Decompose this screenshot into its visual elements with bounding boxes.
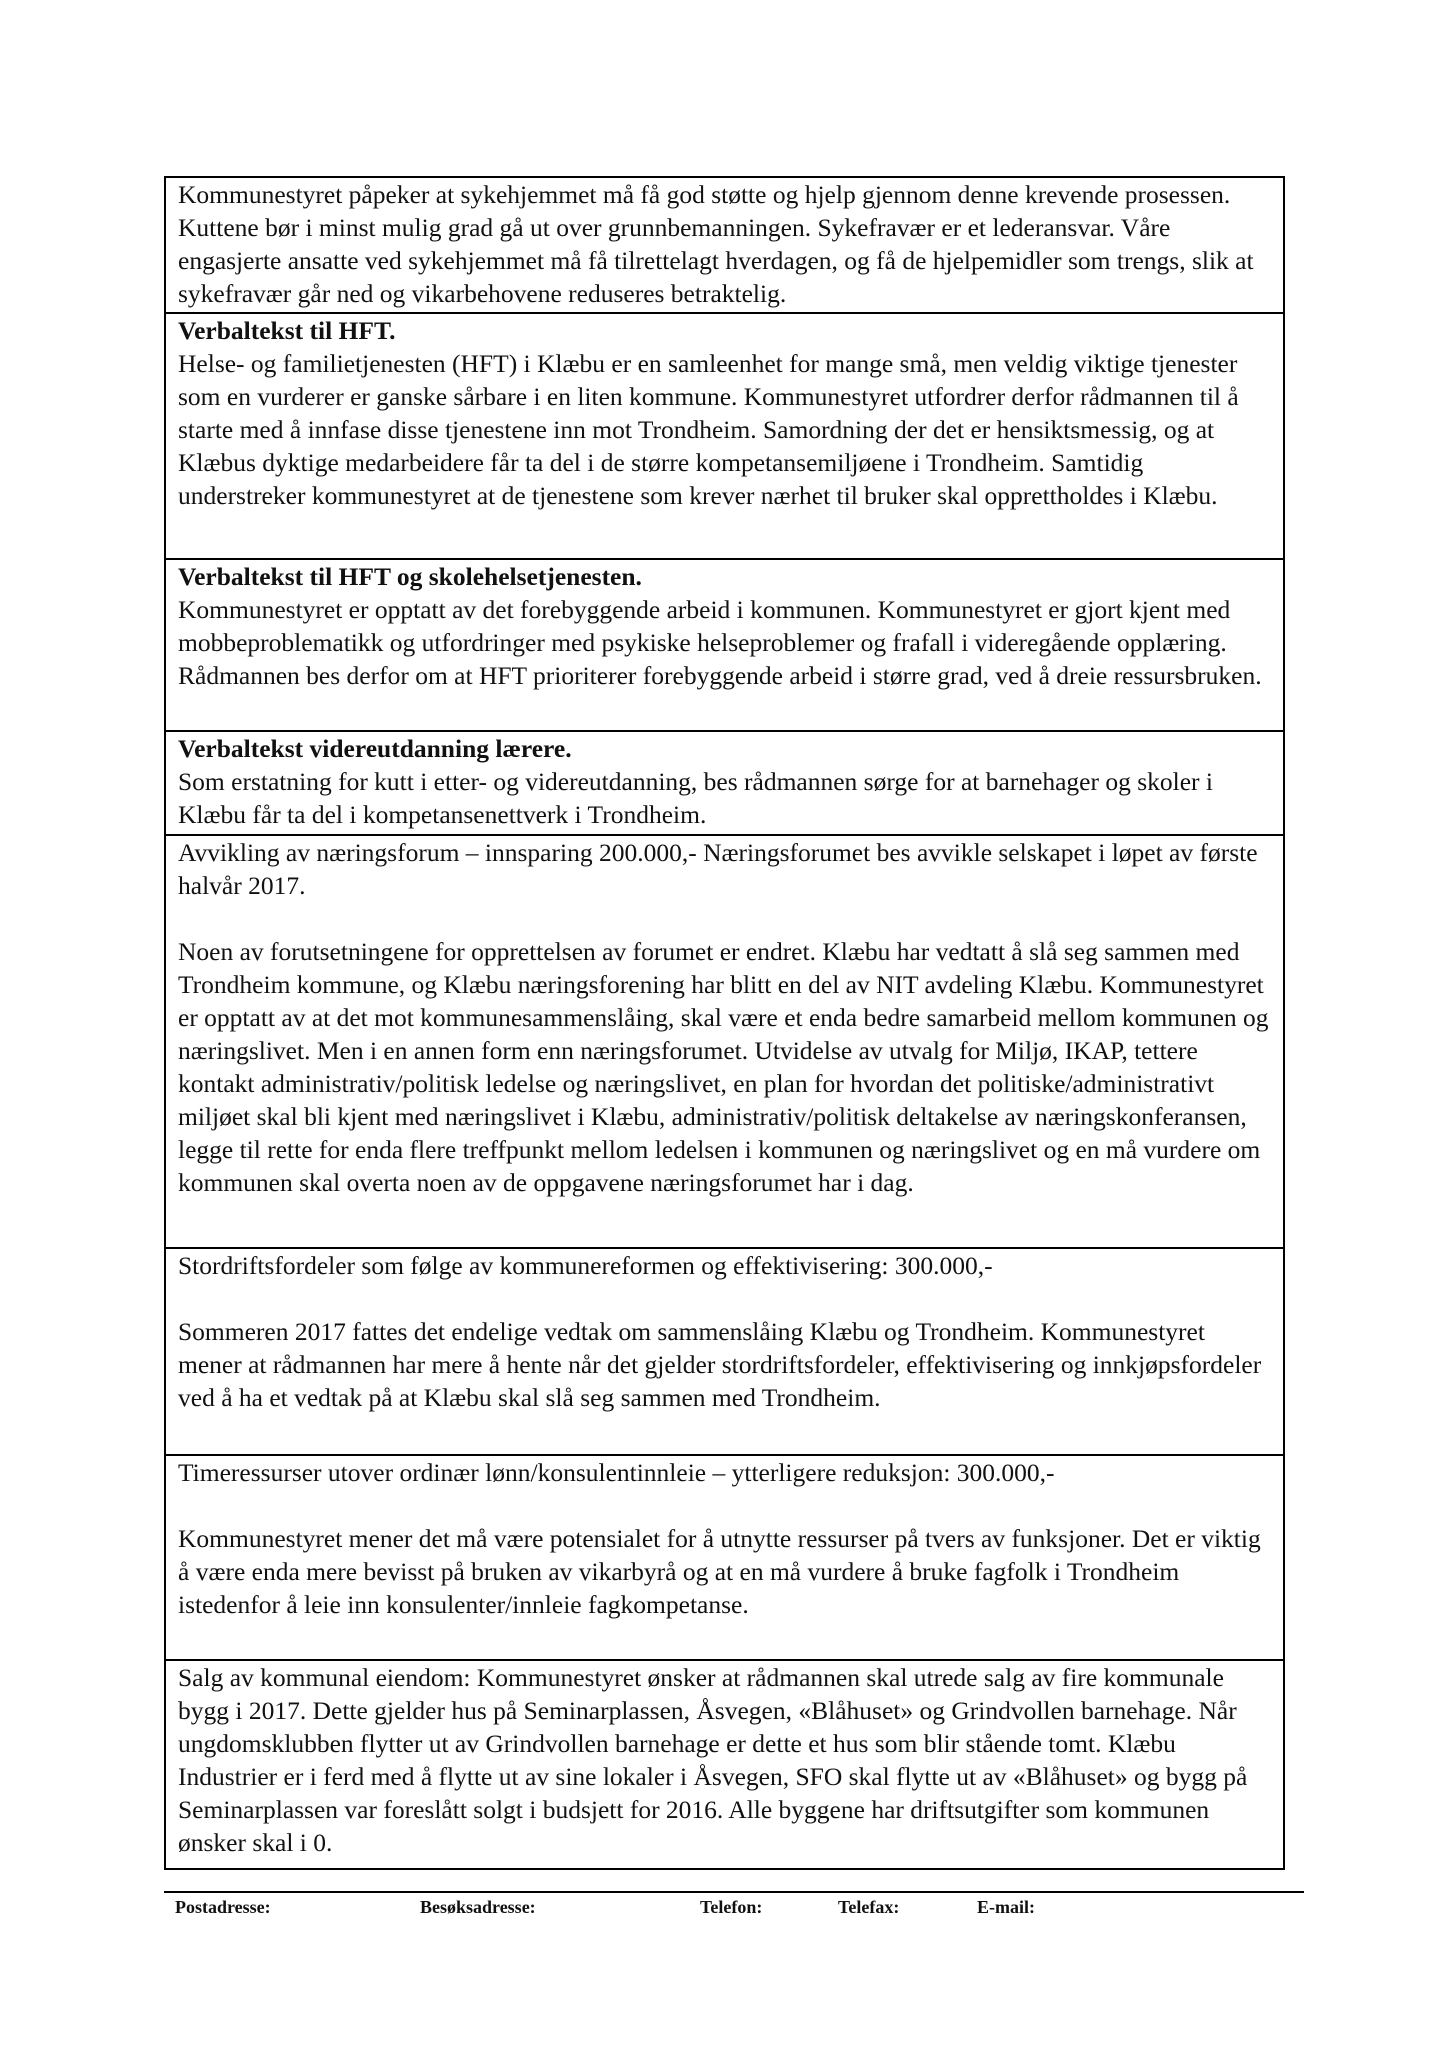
- section-timeressurser: [166, 1456, 1283, 1661]
- section-verbaltekst-hft: [166, 314, 1283, 560]
- paragraph: Sommeren 2017 fattes det endelige vedtak om sammenslåing Klæbu og Trondheim. Kommunestyret mener at rådmannen har mere å hente når det gjelder stordriftsfordeler, effektivisering og innkjøpsfordeler ved å ha et vedtak på at Klæbu skal slå seg sammen med Trondheim.: [178, 1317, 1262, 1412]
- document-table: [164, 176, 1285, 1870]
- footer-email: E-mail:: [977, 1897, 1035, 1917]
- paragraph: Som erstatning for kutt i etter- og videreutdanning, bes rådmannen sørge for at barnehager og skoler i Klæbu får ta del i kompetansenettverk i Trondheim.: [178, 767, 1214, 829]
- footer-telefon: Telefon:: [700, 1897, 763, 1917]
- section-sykehjem: [166, 178, 1283, 314]
- page-footer: [0, 1897, 1448, 1925]
- paragraph: Kommunestyret påpeker at sykehjemmet må få god støtte og hjelp gjennom denne krevende prosessen. Kuttene bør i minst mulig grad gå ut over grunnbemanningen. Sykefravær er et lederansvar. Våre engasjerte ansatte ved sykehjemmet må få tilrettelagt hverdagen, og få de hjelpemidler som trengs, slik at sykefravær går ned og vikarbehovene reduseres betraktelig.: [178, 180, 1254, 308]
- paragraph-gap: [178, 902, 1273, 935]
- paragraph: Salg av kommunal eiendom: Kommunestyret ønsker at rådmannen skal utrede salg av fire kommunale bygg i 2017. Dette gjelder hus på Seminarplassen, Åsvegen, «Blåhuset» og Grindvollen barnehage. Når ungdomsklubben flytter ut av Grindvollen barnehage er dette et hus som blir stående tomt. Klæbu Industrier er i ferd med å flytte ut av sine lokaler i Åsvegen, SFO skal flytte ut av «Blåhuset» og bygg på Seminarplassen var foreslått solgt i budsjett for 2016. Alle byggene har driftsutgifter som kommunen ønsker skal i 0.: [178, 1663, 1248, 1857]
- paragraph: Noen av forutsetningene for opprettelsen av forumet er endret. Klæbu har vedtatt å slå seg sammen med Trondheim kommune, og Klæbu næringsforening har blitt en del av NIT avdeling Klæbu. Kommunestyret er opptatt av at det mot kommunesammenslåing, skal være et enda bedre samarbeid mellom kommunen og næringslivet. Men i en annen form enn næringsforumet. Utvidelse av utvalg for Miljø, IKAP, tettere kontakt administrativ/politisk ledelse og næringslivet, en plan for hvordan det politiske/administrativt miljøet skal bli kjent med næringslivet i Klæbu, administrativ/politisk deltakelse av næringskonferansen, legge til rette for enda flere treffpunkt mellom ledelsen i kommunen og næringslivet og en må vurdere om kommunen skal overta noen av de oppgavene næringsforumet har i dag.: [178, 937, 1269, 1197]
- paragraph: Stordriftsfordeler som følge av kommunereformen og effektivisering: 300.000,-: [178, 1251, 993, 1280]
- section-verbaltekst-skolehelse: [166, 560, 1283, 732]
- paragraph: Avvikling av næringsforum – innsparing 200.000,- Næringsforumet bes avvikle selskapet i løpet av første halvår 2017.: [178, 838, 1258, 900]
- paragraph: Helse- og familietjenesten (HFT) i Klæbu er en samleenhet for mange små, men veldig viktige tjenester som en vurderer er ganske sårbare i en liten kommune. Kommunestyret utfordrer derfor rådmannen til å starte med å innfase disse tjenestene inn mot Trondheim. Samordning der det er hensiktsmessig, og at Klæbus dyktige medarbeidere får ta del i de større kompetansemiljøene i Trondheim. Samtidig understreker kommunestyret at de tjenestene som krever nærhet til bruker skal opprettholdes i Klæbu.: [178, 349, 1239, 510]
- paragraph-gap: [178, 1282, 1273, 1315]
- paragraph: Kommunestyret mener det må være potensialet for å utnytte ressurser på tvers av funksjoner. Det er viktig å være enda mere bevisst på bruken av vikarbyrå og at en må vurdere å bruke fagfolk i Trondheim istedenfor å leie inn konsulenter/innleie fagkompetanse.: [178, 1524, 1261, 1619]
- paragraph: Timeressurser utover ordinær lønn/konsulentinnleie – ytterligere reduksjon: 300.000,-: [178, 1458, 1055, 1487]
- footer-divider: [164, 1891, 1304, 1893]
- section-stordriftsfordeler: [166, 1249, 1283, 1456]
- section-heading: Verbaltekst til HFT.: [178, 316, 396, 345]
- footer-besoksadresse: Besøksadresse:: [420, 1897, 536, 1917]
- section-salg-eiendom: [166, 1661, 1283, 1868]
- paragraph: Kommunestyret er opptatt av det forebyggende arbeid i kommunen. Kommunestyret er gjort kjent med mobbeproblematikk og utfordringer med psykiske helseproblemer og frafall i videregående opplæring. Rådmannen bes derfor om at HFT prioriterer forebyggende arbeid i større grad, ved å dreie ressursbruken.: [178, 595, 1262, 690]
- section-videreutdanning: [166, 732, 1283, 836]
- footer-postadresse: Postadresse:: [175, 1897, 271, 1917]
- paragraph-gap: [178, 1489, 1273, 1522]
- footer-telefax: Telefax:: [838, 1897, 900, 1917]
- section-heading: Verbaltekst til HFT og skolehelsetjenesten.: [178, 562, 642, 591]
- section-naeringsforum: [166, 836, 1283, 1249]
- section-heading: Verbaltekst videreutdanning lærere.: [178, 734, 572, 763]
